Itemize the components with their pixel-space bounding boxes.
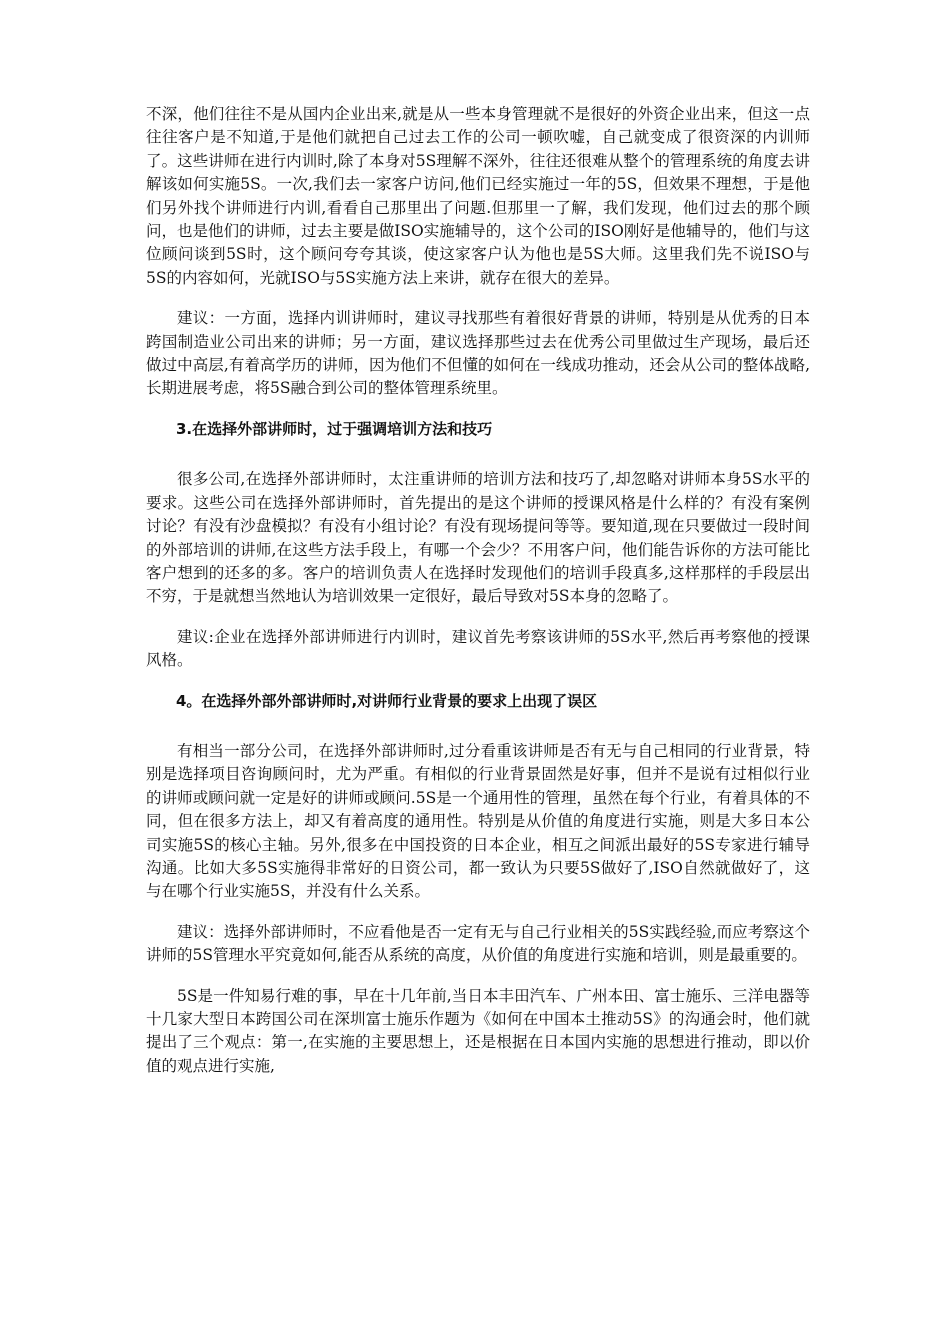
paragraph-section-4: 有相当一部分公司，在选择外部讲师时,过分看重该讲师是否有无与自己相同的行业背景，特别是选择项目咨询顾问时，尤为严重。有相似的行业背景固然是好事，但并不是说有过相似行业的讲师或顾问就一定是好的讲师或顾问.5S是一个通用性的管理，虽然在每个行业，有着具体的不同，但在很多方法上，却又有着高度的通用性。特别是从价值的角度进行实施，则是大多日本公司实施5S的核心主轴。另外,很多在中国投资的日本企业，相互之间派出最好的5S专家进行辅导沟通。比如大多5S实施得非常好的日资公司，都一致认为只要5S做好了,ISO自然就做好了，这与在哪个行业实施5S，并没有什么关系。 xyxy=(146,741,810,901)
paragraph-suggestion-3: 建议:企业在选择外部讲师进行内训时，建议首先考察该讲师的5S水平,然后再考察他的授课风格。 xyxy=(146,627,810,670)
document-page xyxy=(146,103,810,1095)
paragraph-suggestion-4: 建议：选择外部讲师时，不应看他是否一定有无与自己行业相关的5S实践经验,而应考察这个讲师的5S管理水平究竟如何,能否从系统的高度，从价值的角度进行实施和培训，则是最重要的。 xyxy=(146,922,810,965)
paragraph-section-3: 很多公司,在选择外部讲师时，太注重讲师的培训方法和技巧了,却忽略对讲师本身5S水平的要求。这些公司在选择外部讲师时，首先提出的是这个讲师的授课风格是什么样的？有没有案例讨论？有没有沙盘模拟？有没有小组讨论？有没有现场提问等等。要知道,现在只要做过一段时间的外部培训的讲师,在这些方法手段上，有哪一个会少？不用客户问，他们能告诉你的方法可能比客户想到的还多的多。客户的培训负责人在选择时发现他们的培训手段真多,这样那样的手段层出不穷，于是就想当然地认为培训效果一定很好，最后导致对5S本身的忽略了。 xyxy=(146,470,810,606)
paragraph-suggestion-1: 建议：一方面，选择内训讲师时，建议寻找那些有着很好背景的讲师，特别是从优秀的日本跨国制造业公司出来的讲师；另一方面，建议选择那些过去在优秀公司里做过生产现场，最后还做过中高层,有着高学历的讲师，因为他们不但懂的如何在一线成功推动，还会从公司的整体战略,长期进展考虑，将5S融合到公司的整体管理系统里。 xyxy=(146,309,810,398)
paragraph-closing: 5S是一件知易行难的事，早在十几年前,当日本丰田汽车、广州本田、富士施乐、三洋电器等十几家大型日本跨国公司在深圳富士施乐作题为《如何在中国本土推动5S》的沟通会时，他们就提出了三个观点：第一,在实施的主要思想上，还是根据在日本国内实施的思想进行推动，即以价值的观点进行实施, xyxy=(146,986,810,1075)
section-heading-3: 3.在选择外部讲师时，过于强调培训方法和技巧 xyxy=(176,419,493,438)
paragraph-intro: 不深，他们往往不是从国内企业出来,就是从一些本身管理就不是很好的外资企业出来，但这一点往往客户是不知道,于是他们就把自己过去工作的公司一顿吹嘘，自己就变成了很资深的内训师了。这些讲师在进行内训时,除了本身对5S理解不深外，往往还很难从整个的管理系统的角度去讲解该如何实施5S。一次,我们去一家客户访问,他们已经实施过一年的5S，但效果不理想，于是他们另外找个讲师进行内训,看看自己那里出了问题.但那里一了解，我们发现，他们过去的那个顾问，也是他们的讲师，过去主要是做ISO实施辅导的，这个公司的ISO刚好是他辅导的，他们与这位顾问谈到5S时，这个顾问夸夸其谈，使这家客户认为他也是5S大师。这里我们先不说ISO与5S的内容如何，光就ISO与5S实施方法上来讲，就存在很大的差异。 xyxy=(146,105,810,287)
section-heading-4: 4。在选择外部外部讲师时,对讲师行业背景的要求上出现了误区 xyxy=(176,691,598,710)
